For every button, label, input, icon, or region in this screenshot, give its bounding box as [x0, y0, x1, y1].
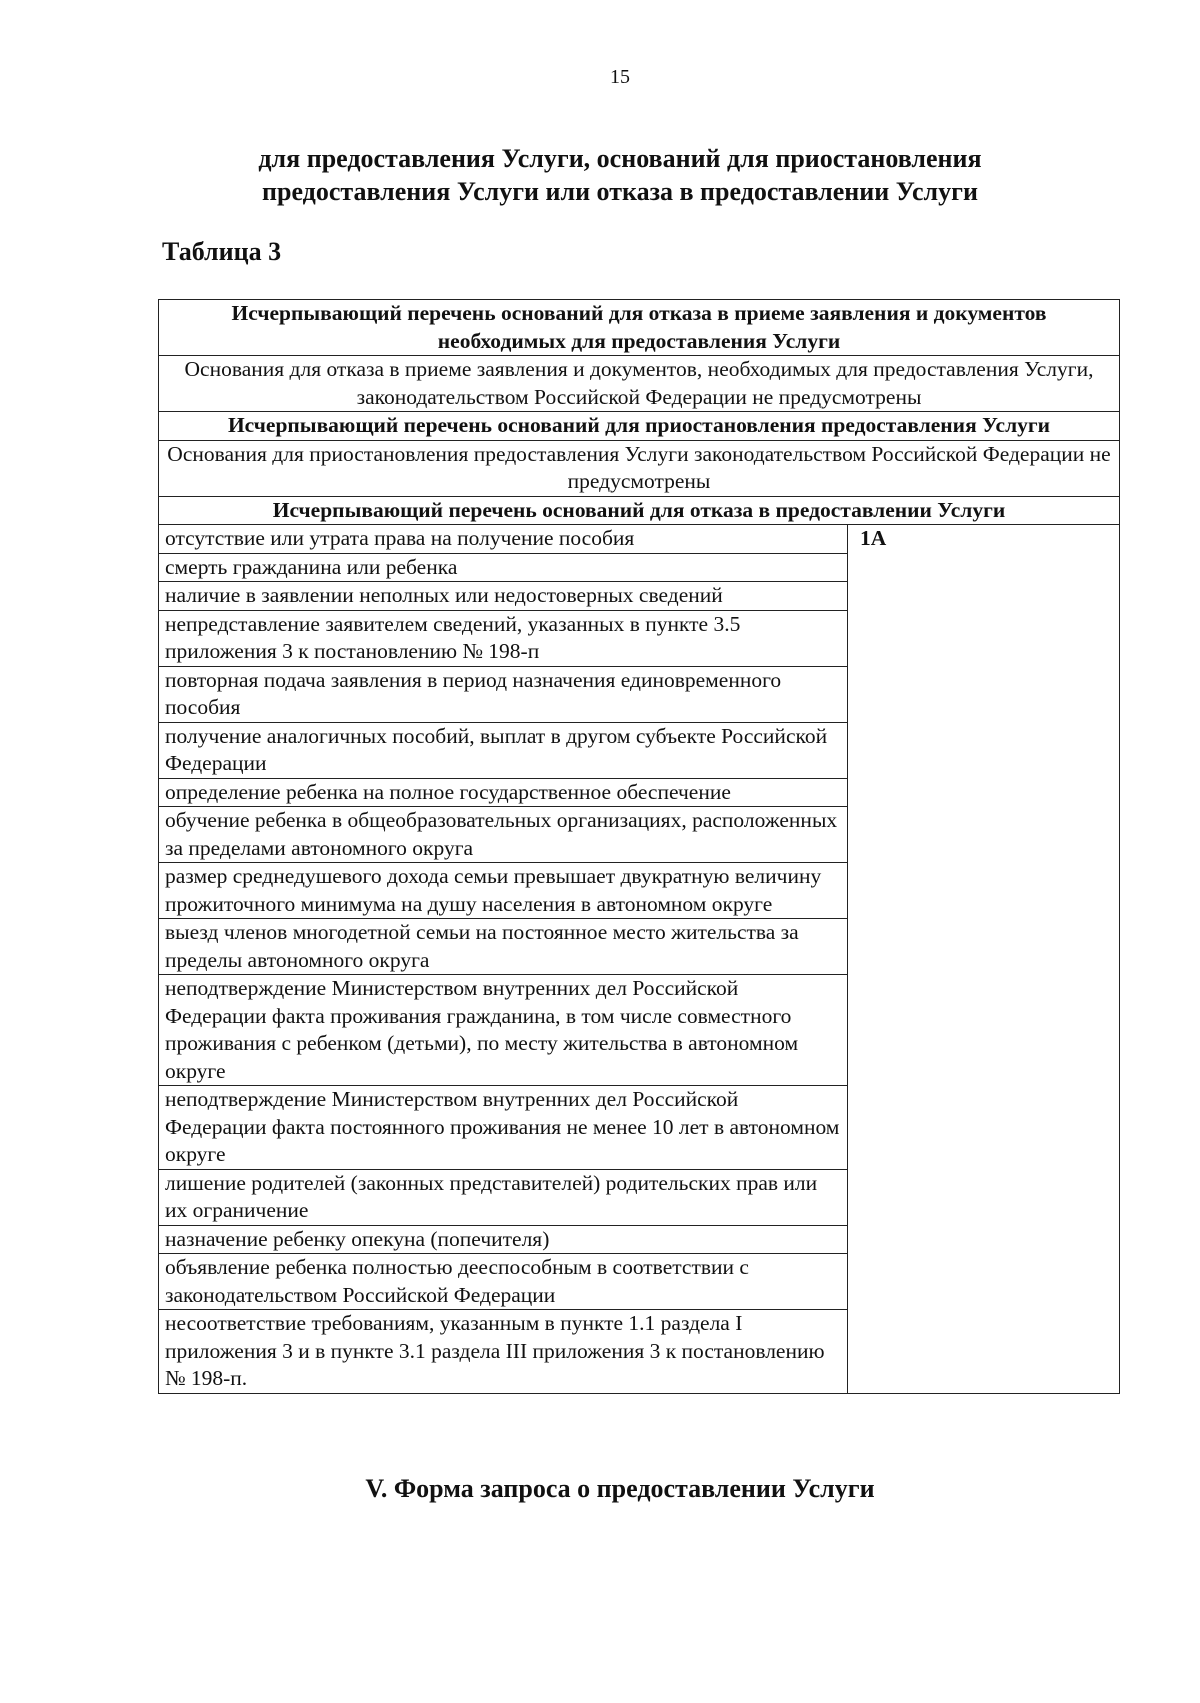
header-refusal-acceptance: Исчерпывающий перечень оснований для отказа в приеме заявления и документов необходимых для предоставления Услуги — [159, 300, 1120, 356]
table-row — [159, 525, 1120, 554]
ground-item: повторная подача заявления в период назначения единовременного пособия — [159, 666, 848, 722]
ground-item: определение ребенка на полное государственное обеспечение — [159, 778, 848, 807]
ground-item: объявление ребенка полностью дееспособным в соответствии с законодательством Российской Федерации — [159, 1254, 848, 1310]
note-refusal-acceptance: Основания для отказа в приеме заявления и документов, необходимых для предоставления Услуги, законодательством Российской Федерации не предусмотрены — [159, 356, 1120, 412]
ground-item: размер среднедушевого дохода семьи превышает двукратную величину прожиточного минимума на душу населения в автономном округе — [159, 863, 848, 919]
ground-item: отсутствие или утрата права на получение пособия — [159, 525, 848, 554]
page-number: 15 — [610, 66, 630, 88]
ground-item: назначение ребенку опекуна (попечителя) — [159, 1225, 848, 1254]
ground-item: несоответствие требованиям, указанным в пункте 1.1 раздела I приложения 3 и в пункте 3.1 раздела III приложения 3 к постановлению № 198-п. — [159, 1310, 848, 1394]
header-refusal: Исчерпывающий перечень оснований для отказа в предоставлении Услуги — [159, 496, 1120, 525]
refusal-code: 1А — [848, 525, 1120, 1394]
ground-item: неподтверждение Министерством внутренних дел Российской Федерации факта постоянного проживания не менее 10 лет в автономном округе — [159, 1086, 848, 1170]
table-row — [159, 440, 1120, 496]
ground-item: лишение родителей (законных представителей) родительских прав или их ограничение — [159, 1169, 848, 1225]
table-row — [159, 300, 1120, 356]
ground-item: выезд членов многодетной семьи на постоянное место жительства за пределы автономного округа — [159, 919, 848, 975]
header-suspension: Исчерпывающий перечень оснований для приостановления предоставления Услуги — [159, 412, 1120, 441]
ground-item: наличие в заявлении неполных или недостоверных сведений — [159, 582, 848, 611]
table-row — [159, 356, 1120, 412]
table-row — [159, 412, 1120, 441]
form-section-heading: V. Форма запроса о предоставлении Услуги — [365, 1474, 875, 1503]
note-suspension: Основания для приостановления предоставления Услуги законодательством Российской Федерации не предусмотрены — [159, 440, 1120, 496]
grounds-table — [158, 299, 1120, 1394]
ground-item: смерть гражданина или ребенка — [159, 553, 848, 582]
ground-item: получение аналогичных пособий, выплат в другом субъекте Российской Федерации — [159, 722, 848, 778]
ground-item: неподтверждение Министерством внутренних дел Российской Федерации факта проживания гражданина, в том числе совместного проживания с ребенком (детьми), по месту жительства в автономном округе — [159, 975, 848, 1086]
table-row — [159, 496, 1120, 525]
table-label: Таблица 3 — [162, 237, 282, 266]
ground-item: непредставление заявителем сведений, указанных в пункте 3.5 приложения 3 к постановлению № 198-п — [159, 610, 848, 666]
section-heading-line-1: для предоставления Услуги, оснований для приостановления — [258, 144, 982, 173]
section-heading-line-2: предоставления Услуги или отказа в предоставлении Услуги — [262, 177, 978, 206]
section-heading — [160, 142, 1080, 208]
ground-item: обучение ребенка в общеобразовательных организациях, расположенных за пределами автономного округа — [159, 807, 848, 863]
